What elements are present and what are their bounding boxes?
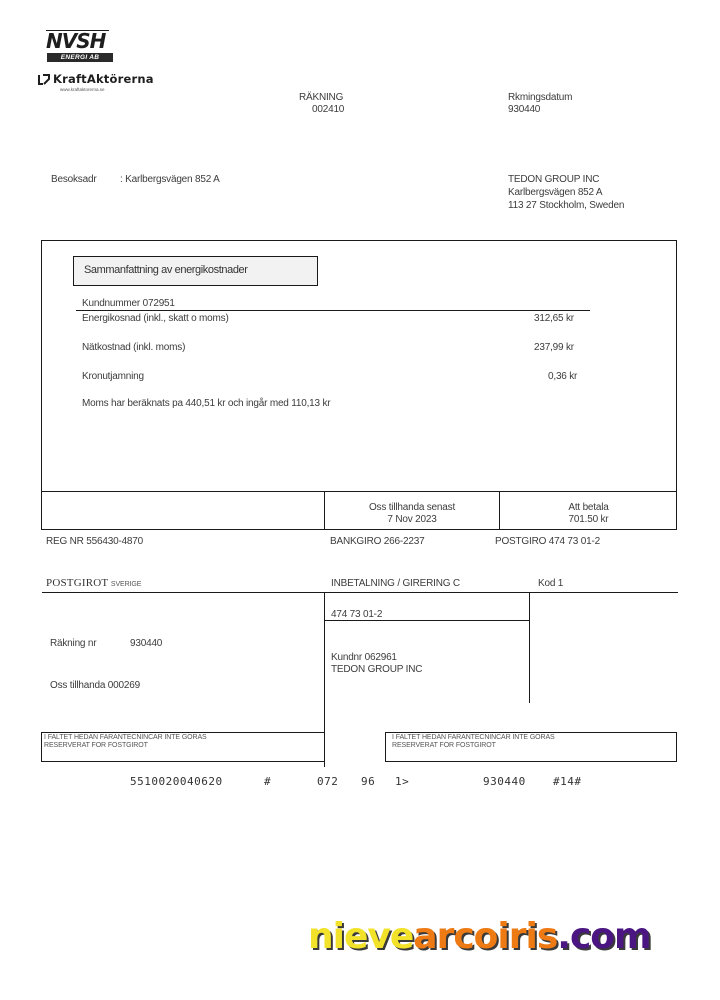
postgirot-brand-sub: SVERIGE bbox=[110, 581, 142, 588]
cost-row-value: 0,36 kr bbox=[548, 371, 578, 382]
ocr-reference: 5510020040620 bbox=[130, 775, 223, 788]
nvsh-logo: NVSH bbox=[46, 30, 109, 51]
kraftaktorerna-logo: KraftAktörerna bbox=[53, 72, 154, 86]
recipient-name: TEDON GROUP INC bbox=[508, 174, 600, 185]
cost-row-value: 237,99 kr bbox=[534, 342, 574, 353]
kraftaktorerna-url: www.kraftaktorerna.se bbox=[60, 87, 105, 92]
watermark-part3: .com bbox=[557, 916, 651, 957]
cost-row-label: Energikosnad (inkl., skatt o moms) bbox=[82, 313, 229, 324]
ocr-account: 930440 bbox=[483, 775, 526, 788]
slip-form-title: INBETALNING / GIRERING C bbox=[331, 578, 460, 589]
slip-invoice-label: Räkning nr bbox=[50, 638, 97, 649]
slip-account-number: 474 73 01-2 bbox=[331, 609, 383, 620]
ocr-separator: # bbox=[264, 775, 272, 788]
slip-customer-number: Kundnr 062961 bbox=[331, 652, 397, 663]
invoice-number: 002410 bbox=[312, 104, 345, 115]
ocr-end: #14# bbox=[553, 775, 582, 788]
amount-due-value: 701.50 kr bbox=[568, 514, 609, 525]
watermark-part1: nieve bbox=[308, 916, 414, 957]
slip-right-divider bbox=[529, 592, 530, 703]
reg-number: REG NR 556430-4870 bbox=[46, 536, 144, 547]
reserved-text-line1: I FALTET HEDAN FARANTECNINCAR INTE GORAS bbox=[392, 734, 555, 741]
due-label: Oss tillhanda senast bbox=[368, 502, 456, 513]
slip-top-rule bbox=[42, 592, 678, 593]
reserved-text-line2: RESERVERAT FOR FOSTGIROT bbox=[44, 742, 148, 749]
watermark-part2: arcoiris bbox=[413, 916, 558, 957]
cost-row-value: 312,65 kr bbox=[534, 313, 574, 324]
amount-due-label: Att betala bbox=[568, 502, 609, 513]
nvsh-logo-subtitle: ENERGI AB bbox=[47, 53, 113, 62]
slip-invoice-value: 930440 bbox=[130, 638, 163, 649]
kraftaktorerna-logo-icon bbox=[38, 74, 50, 85]
ocr-check: 1> bbox=[395, 775, 410, 788]
ocr-amount-cents: 96 bbox=[361, 775, 376, 788]
slip-code: Kod 1 bbox=[538, 578, 564, 589]
watermark-logo bbox=[308, 915, 651, 959]
visit-address-value: : Karlbergsvägen 852 A bbox=[120, 174, 220, 185]
slip-account-rule bbox=[324, 620, 530, 621]
recipient-street: Karlbergsvägen 852 A bbox=[508, 187, 603, 198]
ocr-amount-whole: 072 bbox=[317, 775, 339, 788]
postgiro-number: POSTGIRO 474 73 01-2 bbox=[495, 536, 600, 547]
summary-title: Sammanfattning av energikostnader bbox=[73, 256, 318, 286]
reserved-text-line2: RESERVERAT FOR FOSTGIROT bbox=[392, 742, 496, 749]
invoice-date-label: Rkmingsdatum bbox=[508, 92, 573, 103]
recipient-city: 113 27 Stockholm, Sweden bbox=[508, 200, 625, 211]
postgirot-brand-name: POSTGIROT bbox=[46, 577, 109, 589]
customer-number: Kundnummer 072951 bbox=[82, 298, 175, 309]
invoice-date-value: 930440 bbox=[508, 104, 541, 115]
bankgiro-number: BANKGIRO 266-2237 bbox=[330, 536, 425, 547]
slip-customer-name: TEDON GROUP INC bbox=[331, 664, 423, 675]
vat-note: Moms har beräknats pa 440,51 kr och ingår med 110,13 kr bbox=[82, 398, 331, 409]
summary-divider bbox=[76, 310, 590, 311]
invoice-label: RÄKNING bbox=[299, 92, 344, 103]
reserved-text-line1: I FALTET HEDAN FARANTECNINCAR INTE GORAS bbox=[44, 734, 207, 741]
cost-row-label: Kronutjamning bbox=[82, 371, 144, 382]
due-date: 7 Nov 2023 bbox=[387, 514, 437, 525]
postgirot-brand bbox=[46, 577, 141, 589]
visit-address-label: Besoksadr bbox=[51, 174, 97, 185]
slip-due-reference: Oss tillhanda 000269 bbox=[50, 680, 140, 691]
cost-row-label: Nätkostnad (inkl. moms) bbox=[82, 342, 186, 353]
